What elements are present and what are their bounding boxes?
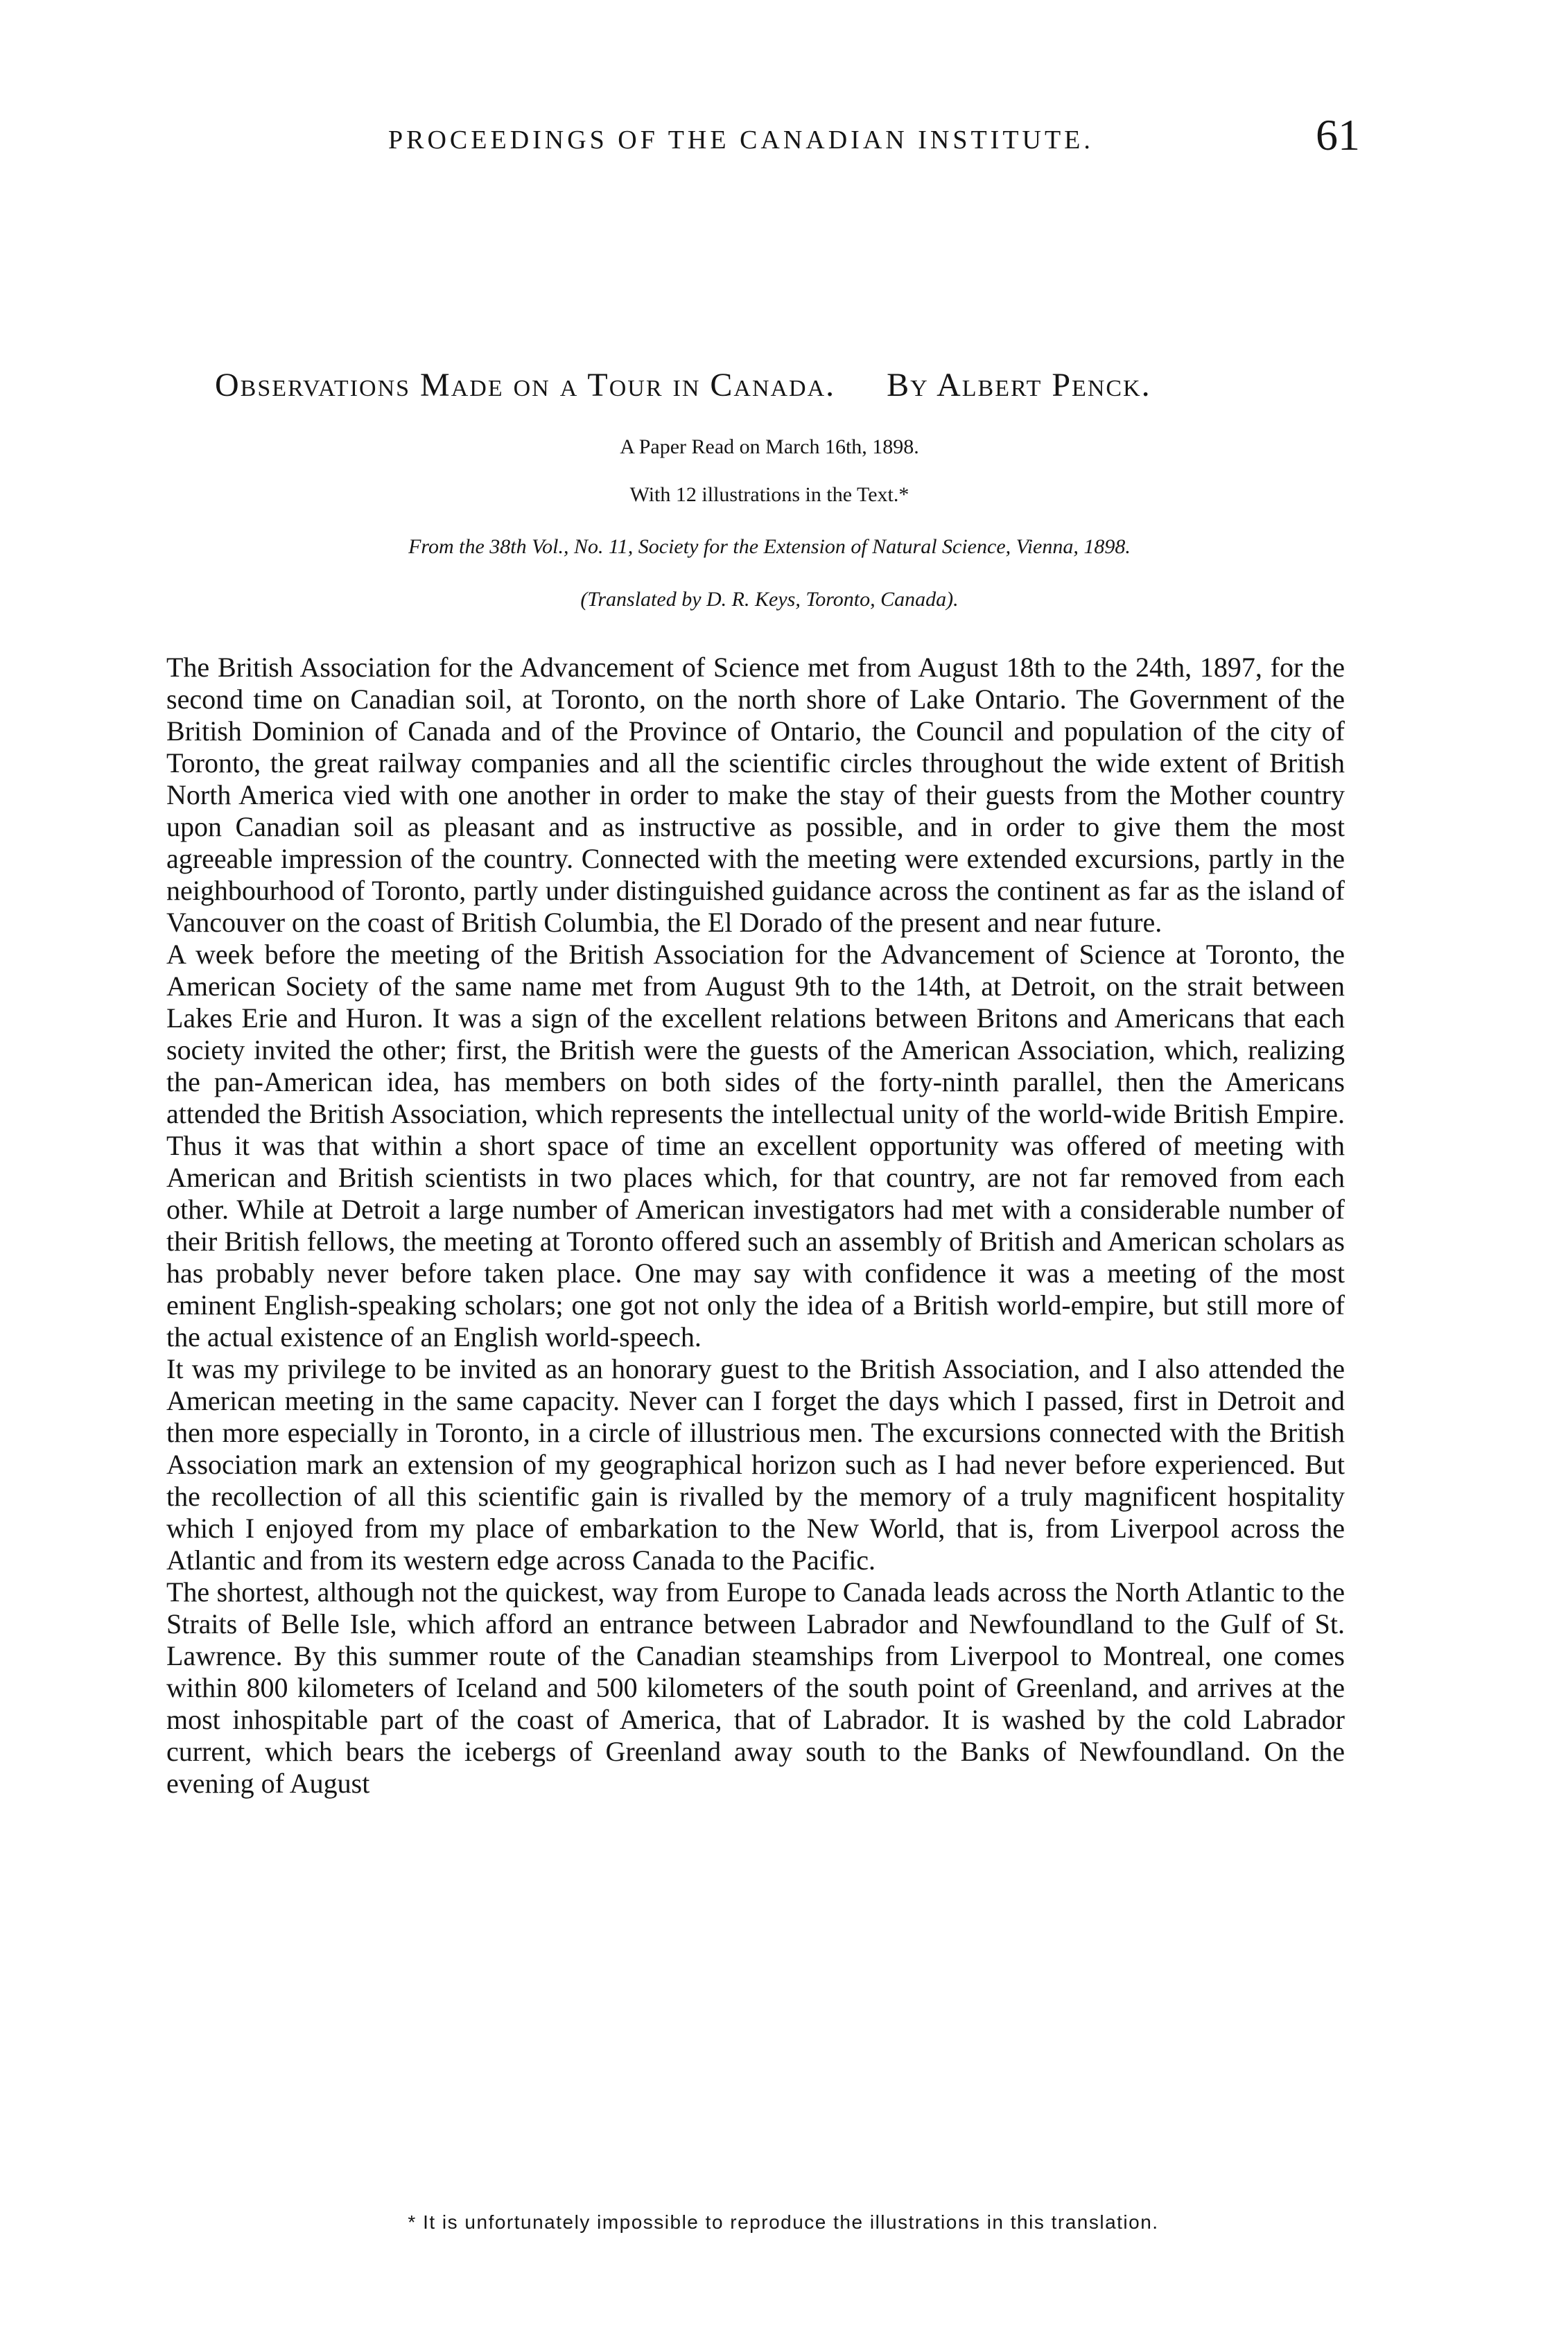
- page-number: 61: [1316, 110, 1360, 159]
- translator-credit: (Translated by D. R. Keys, Toronto, Canada).: [580, 588, 959, 611]
- article-body: [166, 652, 1345, 1800]
- article-title: Observations Made on a Tour in Canada.: [215, 367, 836, 403]
- illustrations-note: With 12 illustrations in the Text.*: [629, 483, 909, 506]
- paper-read-date: A Paper Read on March 16th, 1898.: [620, 435, 919, 458]
- body-paragraph: The British Association for the Advancement of Science met from August 18th to the 24th, 1897, for the second time on Canadian soil, at Toronto, on the north shore of Lake Ontario. The Government of the British Dominion of Canada and of the Province of Ontario, the Council and population of the city of Toronto, the great railway companies and all the scientific circles throughout the wide extent of British North America vied with one another in order to make the stay of their guests from the Mother country upon Canadian soil as pleasant and as instructive as possible, and in order to give them the most agreeable impression of the country. Connected with the meeting were extended excursions, partly in the neighbourhood of Toronto, partly under distinguished guidance across the continent as far as the island of Vancouver on the coast of British Columbia, the El Dorado of the present and near future.: [166, 652, 1345, 938]
- running-head: PROCEEDINGS OF THE CANADIAN INSTITUTE.: [388, 125, 1094, 155]
- body-paragraph: It was my privilege to be invited as an honorary guest to the British Association, and I also attended the American meeting in the same capacity. Never can I forget the days which I passed, first in Detroit and then more especially in Toronto, in a circle of illustrious men. The excursions connected with the British Association mark an extension of my geographical horizon such as I had never before experienced. But the recollection of all this scientific gain is rivalled by the memory of a truly magnificent hospitality which I enjoyed from my place of embarkation to the New World, that is, from Liverpool across the Atlantic and from its western edge across Canada to the Pacific.: [166, 1353, 1345, 1576]
- article-title-line: [215, 366, 1352, 404]
- article-author: By Albert Penck.: [887, 367, 1151, 403]
- footnote: * It is unfortunately impossible to reproduce the illustrations in this translation.: [408, 2211, 1159, 2233]
- source-citation: From the 38th Vol., No. 11, Society for the Extension of Natural Science, Vienna, 1898.: [408, 535, 1131, 558]
- body-paragraph: The shortest, although not the quickest, way from Europe to Canada leads across the North Atlantic to the Straits of Belle Isle, which afford an entrance between Labrador and Newfoundland to the Gulf of St. Lawrence. By this summer route of the Canadian steamships from Liverpool to Montreal, one comes within 800 kilometers of Iceland and 500 kilometers of the south point of Greenland, and arrives at the most inhospitable part of the coast of America, that of Labrador. It is washed by the cold Labrador current, which bears the icebergs of Greenland away south to the Banks of Newfoundland. On the evening of August: [166, 1576, 1345, 1799]
- body-paragraph: A week before the meeting of the British Association for the Advancement of Science at Toronto, the American Society of the same name met from August 9th to the 14th, at Detroit, on the strait between Lakes Erie and Huron. It was a sign of the excellent relations between Britons and Americans that each society invited the other; first, the British were the guests of the American Association, which, realizing the pan-American idea, has members on both sides of the forty-ninth parallel, then the Americans attended the British Association, which represents the intellectual unity of the world-wide British Empire. Thus it was that within a short space of time an excellent opportunity was offered of meeting with American and British scientists in two places which, for that country, are not far removed from each other. While at Detroit a large number of American investigators had met with a considerable number of their British fellows, the meeting at Toronto offered such an assembly of British and American scholars as has probably never before taken place. One may say with confidence it was a meeting of the most eminent English-speaking scholars; one got not only the idea of a British world-empire, but still more of the actual existence of an English world-speech.: [166, 939, 1345, 1352]
